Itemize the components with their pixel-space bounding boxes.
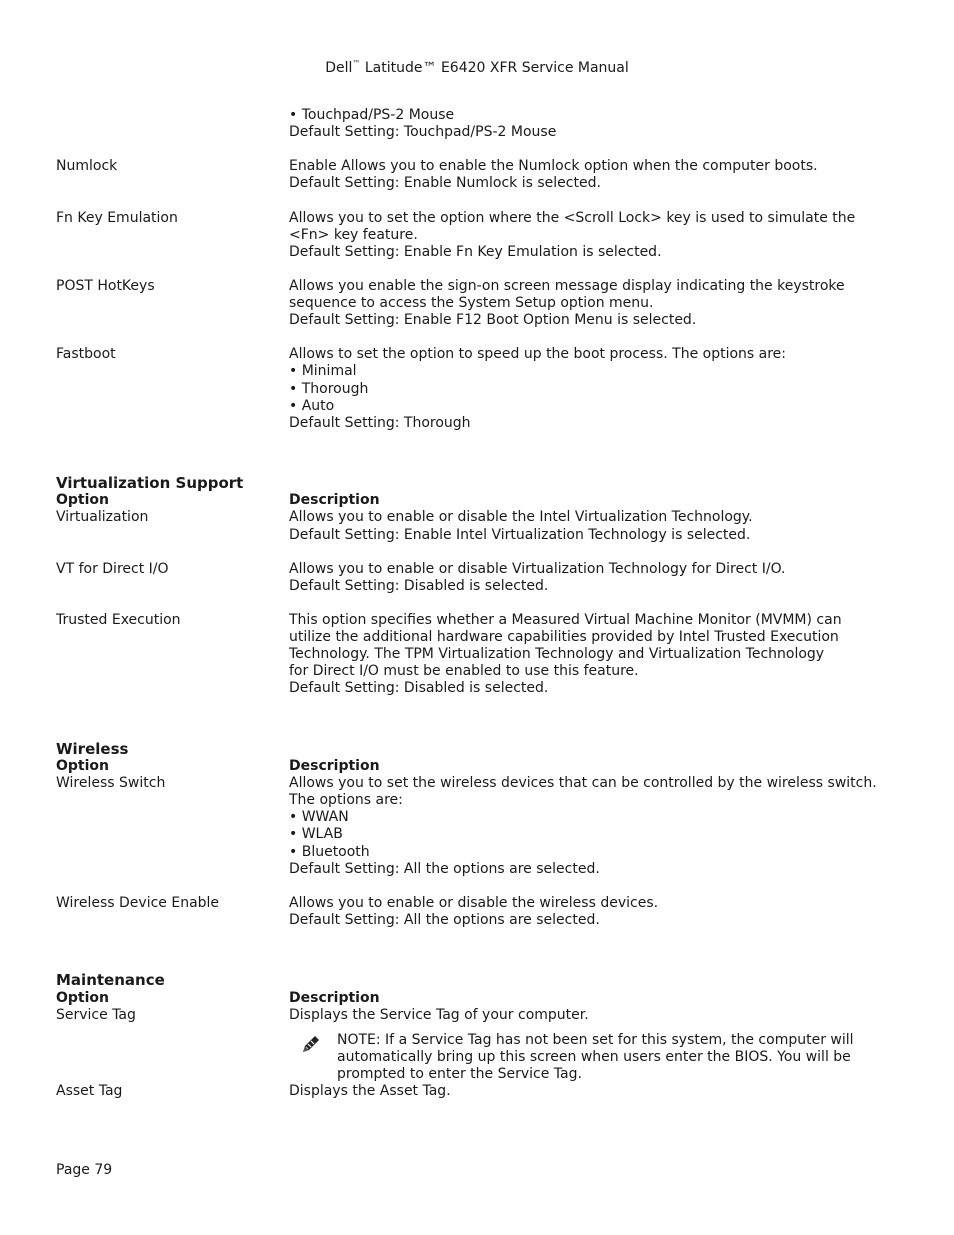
header-title-dell: Dell [325,60,353,76]
section-title-virtualization: Virtualization Support [56,473,244,492]
setting-row-post-hotkeys [56,278,896,329]
setting-row-service-tag [56,1007,896,1083]
option-description: Allows you to enable or disable the Intel Virtualization Technology. Default Setting: Enable Intel Virtualization Technology is selected. [289,509,753,543]
intro-line: Default Setting: Touchpad/PS-2 Mouse [289,124,557,141]
column-header-option: Option [56,492,109,509]
option-label: Asset Tag [56,1083,123,1100]
option-label: Wireless Switch [56,775,166,792]
option-description: Allows you to set the option where the <Scroll Lock> key is used to simulate the <Fn> key feature. Default Setting: Enable Fn Key Emulation is selected. [289,209,856,260]
table-header [56,492,896,509]
setting-row-numlock [56,158,896,192]
column-header-description: Description [289,758,380,775]
setting-row-trusted-execution [56,612,896,697]
setting-row-wireless-device-enable [56,895,896,929]
page-header [0,55,954,77]
setting-row-vt-direct-io [56,561,896,595]
header-title-rest: Latitude™ E6420 XFR Service Manual [360,60,629,76]
option-description: Allows you enable the sign-on screen message display indicating the keystroke sequence to access the System Setup option menu. Default Setting: Enable F12 Boot Option Menu is selected. [289,277,845,329]
option-label: VT for Direct I/O [56,560,169,577]
option-description: This option specifies whether a Measured Virtual Machine Monitor (MVMM) can utilize the additional hardware capabilities provided by Intel Trusted Execution Technology. The TPM Virtualization Technology and Virtualization Technology for Direct I/O must be enabled to use this feature. Default Setting: Disabled is selected. [289,612,842,697]
option-description: Allows to set the option to speed up the boot process. The options are: • Minimal • Thorough • Auto Default Setting: Thorough [289,346,787,431]
setting-row-asset-tag [56,1083,896,1100]
table-header [56,990,896,1007]
note-text: NOTE: If a Service Tag has not been set for this system, the computer will automatically bring up this screen when users enter the BIOS. You will be prompted to enter the Service Tag. [337,1031,854,1082]
trademark-mark: ™ [352,59,361,68]
option-label: Fastboot [56,346,116,363]
intro-row [56,107,896,141]
option-description: Allows you to set the wireless devices that can be controlled by the wireless switch. The options are: • WWAN • WLAB • Bluetooth Default Setting: All the options are selected. [289,775,877,877]
setting-row-fastboot [56,346,896,431]
setting-row-virtualization [56,509,896,543]
column-header-description: Description [289,989,380,1006]
option-description: Allows you to enable or disable Virtualization Technology for Direct I/O. Default Setting: Disabled is selected. [289,560,786,594]
option-label: Numlock [56,158,118,175]
option-description: Displays the Asset Tag. [289,1083,451,1100]
section-title-wireless: Wireless [56,739,129,758]
option-label: Trusted Execution [56,612,181,629]
setting-row-fn-key-emulation [56,210,896,261]
option-label: POST HotKeys [56,277,155,294]
option-label: Wireless Device Enable [56,894,220,911]
manual-content [56,107,896,1100]
option-description: Allows you to enable or disable the wireless devices. Default Setting: All the options are selected. [289,894,659,928]
option-label: Virtualization [56,509,149,526]
option-description: Enable Allows you to enable the Numlock option when the computer boots. Default Setting: Enable Numlock is selected. [289,158,818,192]
note-block [289,1032,896,1083]
column-header-description: Description [289,492,380,509]
option-label: Service Tag [56,1006,136,1023]
option-label: Fn Key Emulation [56,209,178,226]
option-description: Displays the Service Tag of your computer. NOTE: If a Service Tag has not been set for this system, the computer will automatically bring up this screen when users enter the BIOS. You will be prompted to enter the Service Tag. [289,1007,896,1083]
section-title-maintenance: Maintenance [56,971,165,990]
note-pencil-icon [299,1032,323,1056]
setting-row-wireless-switch [56,775,896,878]
column-header-option: Option [56,989,109,1006]
column-header-option: Option [56,758,109,775]
table-header [56,758,896,775]
intro-line: • Touchpad/PS-2 Mouse [289,107,455,123]
page-number: Page 79 [56,1162,113,1178]
